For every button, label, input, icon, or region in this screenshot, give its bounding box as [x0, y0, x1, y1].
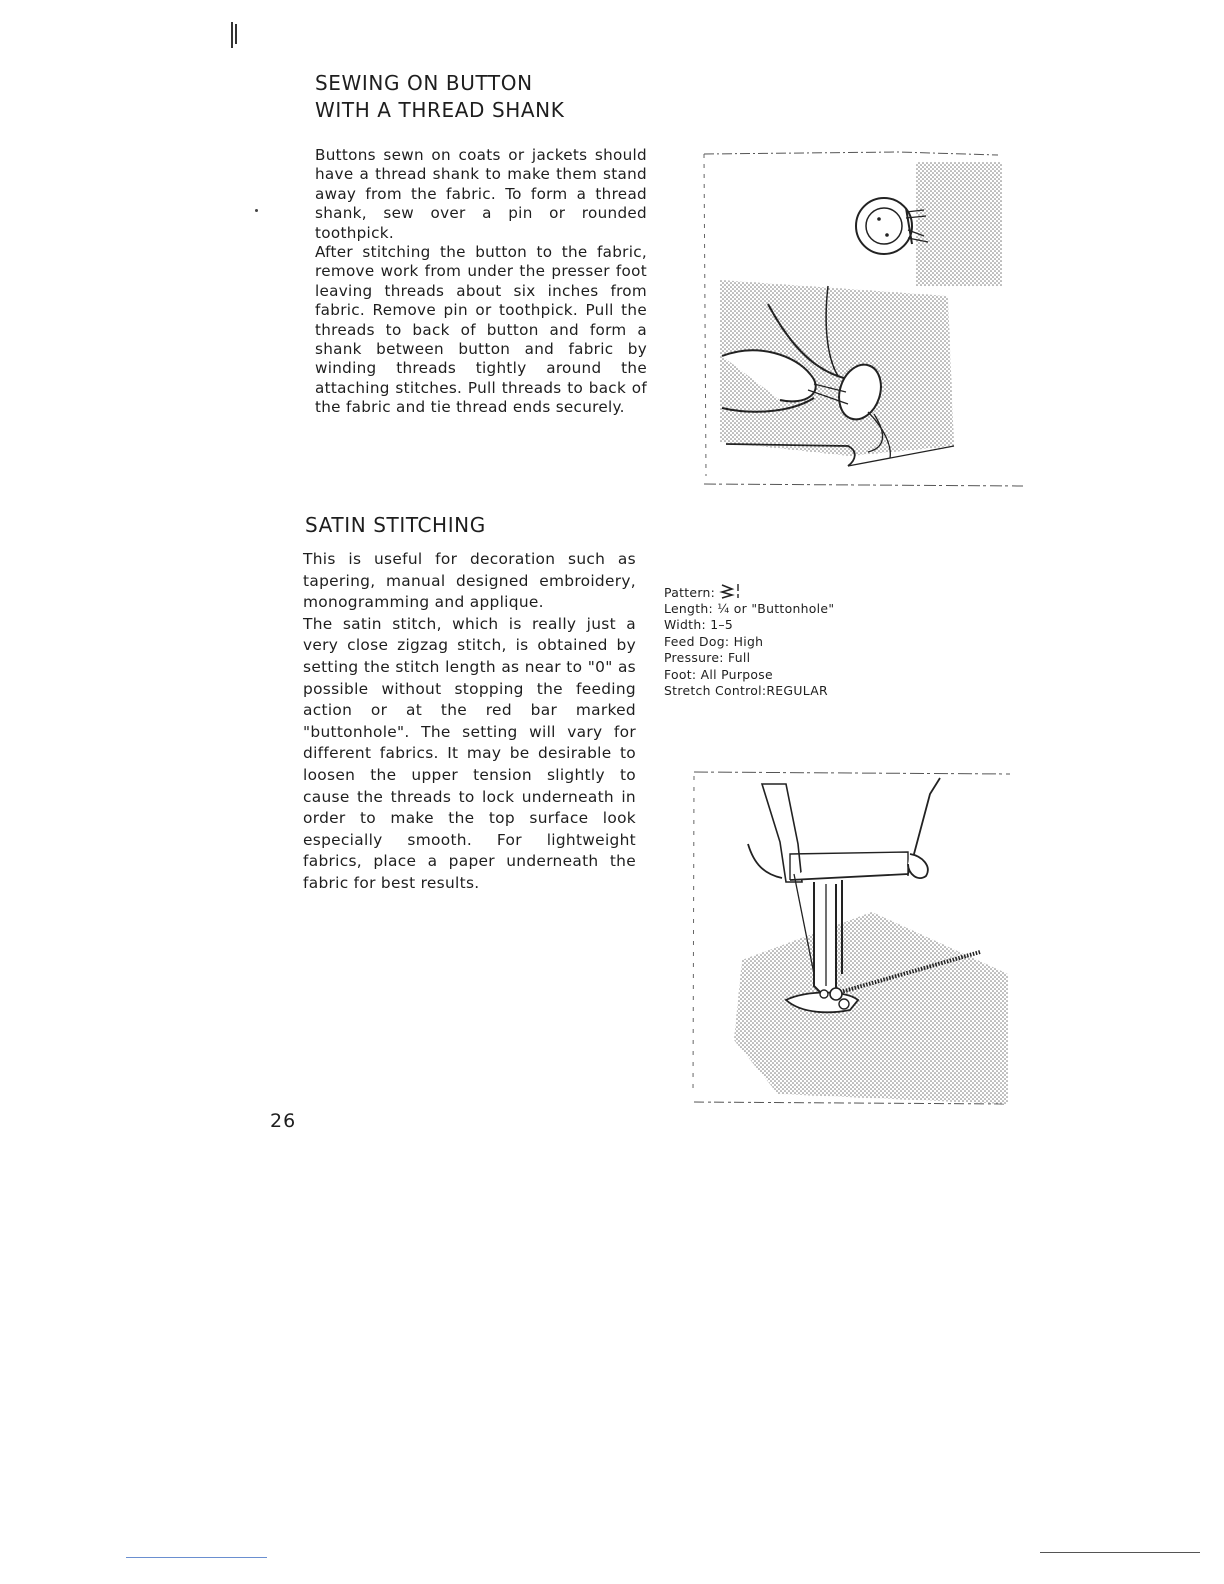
- paragraph: The satin stitch, which is really just a very close zigzag stitch, is obtained by setting the stitch length as near to "0" as possible without stopping the feeding action or at the red bar marked "buttonhole". The setting will vary for different fabrics. It may be desirable to loosen the upper tension slightly to cause the threads to lock underneath in order to make the top surface look especially smooth. For lightweight fabrics, place a paper underneath the fabric for best results.: [303, 614, 636, 892]
- bottom-rule-left: [126, 1557, 267, 1558]
- setting-length: Length: ¼ or "Buttonhole": [664, 601, 835, 616]
- illustration-satin-stitching: [690, 764, 1024, 1110]
- section-body-satin-stitching: [303, 549, 636, 895]
- setting-foot: Foot: All Purpose: [664, 666, 773, 682]
- bottom-rule-right: [1040, 1552, 1200, 1553]
- illustration-button-thread-shank: [698, 146, 1028, 492]
- setting-stretch-control: Stretch Control:REGULAR: [664, 683, 828, 699]
- paragraph: After stitching the button to the fabric, remove work from under the presser foot leaving threads about six inches from fabric. Remove pin or toothpick. Pull the threads to back of button and form a shank between button and fabric by winding threads tightly around the attaching stitches. Pull threads to back of the fabric and tie thread ends securely.: [315, 243, 647, 417]
- setting-feed-dog: Feed Dog: High: [664, 633, 764, 649]
- setting-pattern: [664, 582, 924, 601]
- heading-line-1: SEWING ON BUTTON: [315, 71, 533, 95]
- heading-line-2: WITH A THREAD SHANK: [315, 98, 565, 122]
- margin-mark: [227, 20, 239, 50]
- setting-width: Width: 1–5: [664, 617, 734, 633]
- section-heading-satin-stitching: SATIN STITCHING: [305, 513, 486, 537]
- section-body-button-shank: [315, 146, 647, 418]
- machine-settings: [664, 582, 924, 699]
- page-number: 26: [270, 1110, 297, 1132]
- setting-pressure: Pressure: Full: [664, 650, 751, 666]
- section-heading-button-shank: [315, 70, 675, 124]
- binder-dot: [255, 209, 258, 212]
- paragraph: Buttons sewn on coats or jackets should have a thread shank to make them stand away from the fabric. To form a thread shank, sew over a pin or rounded toothpick.: [315, 146, 647, 242]
- setting-pattern-label: Pattern:: [664, 584, 716, 600]
- paragraph: This is useful for decoration such as tapering, manual designed embroidery, monogramming and applique.: [303, 550, 636, 612]
- zigzag-pattern-icon: [718, 582, 742, 600]
